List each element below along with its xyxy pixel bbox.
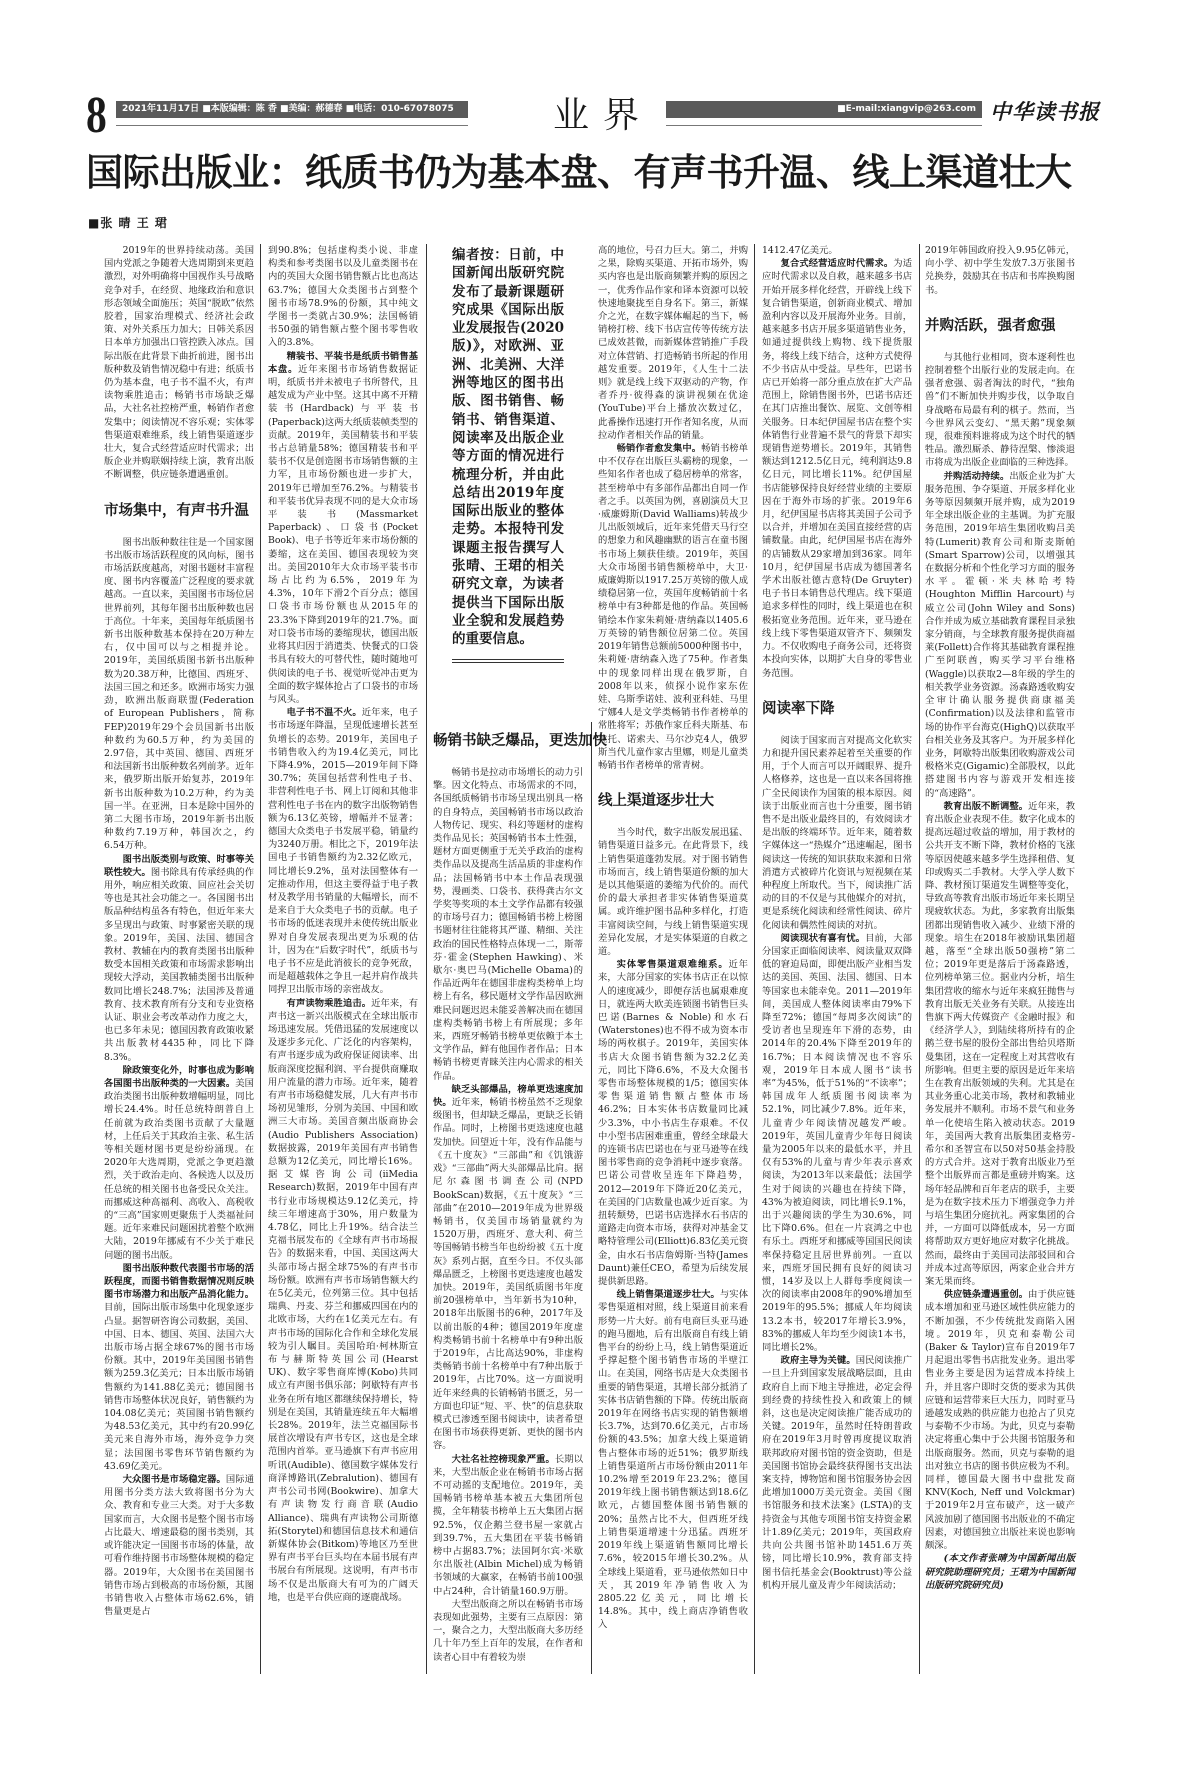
- masthead-rule-left: [116, 125, 468, 126]
- paragraph-lead: 教育出版不断调整。: [943, 800, 1029, 812]
- paragraph-lead: 图书出版种数代表图书市场的活跃程度，而图书销售数据情况则反映图书市场潜力和出版产品消化能力。: [104, 1262, 254, 1301]
- paragraph-text: 1412.47亿美元。: [762, 245, 838, 256]
- paragraph: [762, 257, 912, 680]
- section-heading: 并购活跃，强者愈强: [925, 316, 1056, 334]
- paragraph: [762, 1354, 912, 1592]
- section-heading: 线上渠道逐步壮大: [598, 792, 714, 810]
- paragraph: [433, 1453, 583, 1598]
- masthead-email-bar: ■E-mail:xiangvip@263.com: [666, 101, 982, 118]
- paragraph: [925, 351, 1075, 470]
- editor-note-text: 日前，中国新闻出版研究院发布了最新课题研究成果《国际出版业发展报告(2020版)》，对欧洲、亚洲、北美洲、大洋洲等地区的图书出版、图书销售、畅销书、销售渠道、阅读率及出版企业等方面的情况进行梳理分析，并由此总结出2019年度国际出版业的整体走势。本报特刊发课题主报告撰写人张晴、王珺的相关研究文章，为读者提供当下国际出版业全貌和发展趋势的重要信息。: [452, 247, 565, 648]
- section-heading: 阅读率下降: [762, 699, 835, 717]
- article-column: [268, 244, 418, 1604]
- paragraph-text: 目前，大部分国家正面临阅读率、阅读量双双降低的窘迫局面，即便出版产业相当发达的美国、英国、法国、德国、日本等国家也未能幸免。2011—2019年间，美国成人整体阅读率由79%下降至72%；德国“每周多次阅读”的受访者也呈现连年下滑的态势，由2014年的20.4%下降至2019年的16.7%；日本阅读情况也不容乐观，2019年日本成人图书“读书率”为45%，低于51%的“不读率”；韩国成年人纸质图书阅读率为52.1%，同比减少7.8%。近年来，儿童青少年阅读情况越发严峻。2019年，英国儿童青少年每日阅读量为2005年以来的最低水平，并且仅有53%的儿童与青少年表示喜欢阅读，为2013年以来最低；法国学生对于阅读的兴趣也在持续下降，43%为被迫阅读，同比增长9.1%，出于兴趣阅读的学生为30.6%，同比下降0.6%。但在一片哀鸿之中也有乐土。西班牙和挪威等国国民阅读率保持稳定且居世界前列。一直以来，西班牙国民拥有良好的阅读习惯，14岁及以上人群每季度阅读一次的阅读率由2008年的90%增加至2019年的95.5%；挪威人年均阅读13.2本书，较2017年增长3.9%，83%的挪威人年均至少阅读1本书，同比增长2%。: [762, 932, 912, 1354]
- paragraph-lead: 供应链条遭遇重创。: [943, 1289, 1029, 1301]
- paragraph-text: 近年来，畅销书榜虽然不乏现象级图书，但却缺乏爆品，更缺乏长销作品。同时，上榜图书更迭速度也越发加快。回望近十年，没有作品能与《五十度灰》“三部曲”和《饥饿游戏》“三部曲”两大头部爆品比肩。据尼尔森图书调查公司(NPD BookScan)数据，《五十度灰》“三部曲”在2010—2019年成为世界级畅销书，仅美国市场销量就约为1520万册，西班牙、意大利、荷兰等国畅销书榜当年也纷纷被《五十度灰》系列占据，直至今日。不仅头部爆品匮乏，上榜图书更迭速度也越发加快。2019年，美国纸质图书年度前20强榜单中，当年新书为10种，2018年出版图书的6种，2017年及以前出版的4种；德国2019年度虚构类畅销书前十名榜单中有9种出版于2019年，占比高达90%，非虚构类畅销书前十名榜单中有7种出版于2019年，占比70%。这一方面说明近年来经典的长销畅销书匮乏，另一方面也印证“短、平、快”的信息获取模式已渗透至图书阅读中，读者希望在图书市场获得更新、更快的图书内容。: [433, 1097, 583, 1452]
- column-rule: [591, 722, 592, 1674]
- paragraph: [268, 706, 418, 996]
- headline: 国际出版业：纸质书仍为基本盘、有声书升温、线上渠道壮大: [86, 150, 1072, 194]
- column-rule: [754, 244, 755, 1674]
- paragraph: [104, 1473, 254, 1618]
- paragraph: [762, 244, 912, 257]
- paragraph-text: 国民阅读推广一旦上升到国家发展战略层面，且由政府自上而下地主导推进，必定会得到经费的持续性投入和政策上的倾斜，这也是决定阅读推广能否成功的关键。2019年，虽然时任特朗普政府在2019年3月时曾再度提议取消联邦政府对图书馆的资金资助，但是美国图书馆协会最终获得图书支出法案支持，博物馆和图书馆服务协会因此增加1000万美元资金。美国《图书馆服务和技术法案》(LSTA)的支持资金与其他专项图书馆支持资金累计1.89亿美元；2019年，英国政府共向公共图书馆补助1451.6万英镑，同比增长10.9%，教育部支持图书信托基金会(Booktrust)等公益机构开展儿童及青少年阅读活动；: [762, 1355, 912, 1591]
- paragraph: [104, 1064, 254, 1262]
- paragraph: [104, 1262, 254, 1473]
- masthead-rule-right: [666, 125, 982, 126]
- paragraph: [268, 350, 418, 706]
- paragraph-lead: 阅读现状有喜有忧。: [780, 932, 866, 944]
- paragraph-lead: 畅销作者愈发集中。: [616, 443, 702, 455]
- paragraph-text: 近年来图书市场销售数据证明，纸质书并未被电子书所替代，且越发成为产业中坚。这其中离不开精装书(Hardback)与平装书(Paperback)这两大纸质装帧类型的贡献。2019年，美国精装书和平装书占总销量58%；德国精装书和平装书不仅是创造图书市场销售额的主力军，且市场份额也进一步扩大，2019年已增加至76.2%。与精装书和平装书优异表现不同的是大众市场平装书(Massmarket Paperback)、口袋书(Pocket Book)、电子书等近年来市场份额的萎缩，这在美国、德国表现较为突出。美国2010年大众市场平装书市场占比约为6.5%，2019年为4.3%，10年下滑2个百分点；德国口袋书市场份额也从2015年的23.3%下降到2019年的21.7%。面对口袋书市场的萎缩现状，德国出版业将其归因于消遣类、快餐式的口袋书具有较大的可替代性，随时随地可供阅读的电子书、视觉听觉冲击更为全面的数字媒体抢占了口袋书的市场与风头。: [268, 363, 418, 705]
- paragraph-lead: 缺乏头部爆品，榜单更迭速度加快。: [433, 1083, 583, 1109]
- paragraph-lead: 电子书不温不火。: [286, 707, 362, 719]
- section-heading: 畅销书缺乏爆品，更迭加快: [433, 732, 607, 749]
- paragraph: [762, 734, 912, 932]
- paragraph: [433, 766, 583, 1083]
- paragraph-lead: 精装书、平装书是纸质书销售基本盘。: [268, 350, 418, 375]
- paragraph: [598, 958, 748, 1288]
- paragraph-text: 近年来，大部分国家的实体书店正在以惊人的速度减少，即便存活也属艰难度日，就连两大欧美连锁图书销售巨头巴诺(Barnes & Noble)和水石(Waterstones)也不得不成为资本市场的两枚棋子。2019年，美国实体书店大众图书销售额为32.2亿美元，同比下降6.6%，不及大众图书零售市场整体规模的1/5；德国实体零售渠道销售额占整体市场46.2%；日本实体书店数量同比减少3.3%，中小书店生存艰难。不仅中小型书店困难重重，曾经全球最大的连锁书店巴诺也在与亚马逊等在线图书零售商的竞争消耗中逐步衰落。巴诺公司营收呈连年下降趋势，2012—2019年下降近20亿美元，在美国的门店数量也减少近百家。为扭转颓势，巴诺书店选择水石书店的道路走向资本市场，获得对冲基金艾略特管理公司(Elliott)6.83亿美元资金，由水石书店詹姆斯·当特(James Daunt)兼任CEO，希望为后续发展提供新思路。: [598, 959, 748, 1288]
- paragraph-text: 长期以来，大型出版企业在畅销书市场占据不可动摇的支配地位。2019年，美国畅销书榜单基本被五大集团所包揽，全年精装书榜单上五大集团占据92.5%，仅企鹅兰登书屋一家就占到39.7%，五大集团在平装书畅销榜中占据83.7%；法国阿尔宾·米歇尔出版社(Albin Michel)成为畅销书领域的大赢家，在畅销书前100强中占24种，合计销量160.9万册。: [433, 1453, 583, 1597]
- newspaper-logo: 中华读书报: [990, 99, 1100, 124]
- paragraph-lead: 线上销售渠道逐步壮大。: [616, 1289, 720, 1301]
- paragraph-text: 目前，国际出版市场集中化现象逐步凸显。据智研咨询公司数据，美国、中国、日本、德国、英国、法国六大出版市场占据全球67%的图书市场份额。其中，2019年美国图书销售额为259.3亿美元；日本出版市场销售额约为141.88亿美元；德国图书销售市场整体状况良好，销售额约为104.08亿美元；英国图书销售额约为48.53亿美元，其中约有20.99亿美元来自海外市场，海外竞争力突显；法国图书零售环节销售额约为43.69亿美元。: [104, 1302, 254, 1472]
- paragraph-text: 与实体零售渠道相对照，线上渠道目前来看形势一片大好。前有电商巨头亚马逊的跑马圈地，后有出版商自有线上销售平台的纷纷上马，线上销售渠道近乎撑起整个图书销售市场的半壁江山。在美国，网络书店是大众类图书重要的销售渠道，其增长部分抵消了实体书店销售额的下降。传统出版商2019年在网络书店实现的销售额增长3.7%，达到70.6亿美元，占市场份额的43.5%；加拿大线上渠道销售占整体市场的近51%；俄罗斯线上销售渠道所占市场份额由2011年10.2%增至2019年23.2%；德国2019年线上图书销售额达到18.6亿欧元，占德国整体图书销售额的20%；虽然占比不大，但西班牙线上销售渠道增速十分迅猛。西班牙2019年线上渠道销售额同比增长7.6%，较2015年增长30.2%。从全球线上渠道看，亚马逊依然如日中天，其2019年净销售收入为2805.22亿美元，同比增长14.8%。其中，线上商店净销售收入: [598, 1289, 748, 1631]
- article-column: [433, 244, 607, 1664]
- paragraph-text: 出版企业为扩大服务范围、争夺渠道、开展多样化业务等原因频频开展并购，成为2019年全球出版企业的主基调。为扩充服务范围，2019年培生集团收购吕美特(Lumerit)教育公司和斯麦斯帕(Smart Sparrow)公司，以增强其在数据分析和个性化学习方面的服务水平。霍顿·米夫林哈考特(Houghton Mifflin Harcourt)与威立公司(John Wiley and Sons)合作并成为威立基础教育课程目录独家分销商，与全球教育服务提供商福莱(Follett)合作将其基础教育课程推广至阿联酋，购买学习平台维格(Waggle)以获取2—8年级的学生的相关教学业务资源。汤森路透收购安全审计确认服务提供商康福美(Confirmation)以及法律和监管市场的协作平台海克(HighQ)以获取平台相关业务及其客户。为开展多样化业务，阿歇特出版集团收购游戏公司极格米克(Gigamic)全部股权，以此搭建图书内容与游戏开发相连接的“高速路”。: [925, 470, 1075, 799]
- paragraph-lead: 实体零售渠道艰难维系。: [616, 959, 729, 971]
- editor-note-box: [433, 246, 583, 712]
- paragraph-text: 近年来，有声书这一新兴出版模式在全球出版市场迅速发展。凭借迅猛的发展速度以及逐步多元化、广泛化的内容架构，有声书逐步成为政府保证阅读率、出版商深度挖掘利润、平台提供商赚取用户流量的潜力市场。近年来，随着有声书市场稳健发展，几大有声书市场初见雏形，分别为美国、中国和欧洲三大市场。美国音频出版商协会(Audio Publishers Association)数据披露，2019年美国有声书销售总额为12亿美元，同比增长16%。据艾媒咨询公司(iiMedia Research)数据，2019年中国有声书行业市场规模达9.12亿美元，持续三年增速高于30%，用户数量为4.78亿，同比上升19%。结合法兰克福书展发布的《全球有声书市场报告》的数据来看，中国、美国这两大头部市场占据全球75%的有声书市场份额。欧洲有声书市场销售额大约在5亿美元，位列第三位。其中包括瑞典、丹麦、芬兰和挪威四国在内的北欧市场，大约在1亿美元左右。有声书市场的国际化合作和全球化发展较为引人瞩目。美国哈珀·柯林斯宣布与赫斯特英国公司(Hearst UK)、数字零售商库博(Kobo)共同成立有声图书俱乐部；阿歇特有声书业务在所有地区都继续保持增长，特别是在美国，其销量连续五年大幅增长28%。2019年，法兰克福国际书展首次增设有声书专区，这也是全球范围内首举。亚马逊旗下有声书应用听讯(Audible)、德国数字媒体发行商泽博路讯(Zebralution)、德国有声书公司书网(Bookwire)、加拿大有声读物发行商音联(Audio Alliance)、瑞典有声读物公司斯德拓(Storytel)和德国信息技术和通信新媒体协会(Bitkom)等地区乃至世界有声书平台巨头均在本届书展有声书展台有所展现。这说明，有声书市场不仅是出版商大有可为的广阔天地，也是平台供应商的逐鹿战场。: [268, 997, 418, 1603]
- paragraph-lead: 政府主导为关键。: [780, 1355, 856, 1367]
- paragraph-lead: 并购活动持续。: [943, 470, 1010, 482]
- paragraph-text: 与其他行业相同，资本逐利性也控制着整个出版行业的发展走向。在强者愈强、弱者淘汰的时代，“独角兽”们不断加快并购步伐，以争取自身战略布局最有利的棋子。然而，当今世界风云变幻、“黑天鹅”现象频现，很难预料谁将成为这个时代的牺牲品。激烈厮杀、静待涅槃、惨淡退市将成为出版企业面临的三种选择。: [925, 351, 1075, 469]
- paragraph-text: 为适应时代需求以及自救，越来越多书店开始开展多样化经营，开辟线上线下复合销售渠道，创新商业模式、增加盈利内容以及开展海外业务。目前，越来越多书店开展多渠道销售业务，如通过提供线上购物、线下提货服务，将线上线下结合，这种方式使得不少书店从中受益。早些年，巴诺书店已开始将一部分重点放在扩大产品范围上，除销售图书外，巴诺书店还在其门店推出餐饮、展览、文创等相关服务。日本纪伊国屋书店在整个实体销售行业普遍不景气的背景下却实现销售逆势增长。2019年，其销售额达到1212.5亿日元，纯利润达9.8亿日元，同比增长11%。纪伊国屋书店能够保持良好经营业绩的主要原因在于海外市场的扩张。2019年6月，纪伊国屋书店将其美国子公司予以合并，并增加在美国直接经营的店铺数量。由此，纪伊国屋书店在海外的店铺数从29家增加到36家。同年10月，纪伊国屋书店成为德国著名学术出版社德古意特(De Gruyter)电子书日本销售总代理店。线下渠道追求多样性的同时，线上渠道也在积极拓宽业务范围。近年来，亚马逊在线上线下零售渠道双管齐下、频频发力。不仅收购电子商务公司，还将资本投向实体，以期扩大自身的零售业务范围。: [762, 258, 912, 679]
- paragraph: [925, 470, 1075, 800]
- paragraph: [104, 853, 254, 1064]
- paragraph-lead: 复合式经营适应时代需求。: [780, 258, 894, 270]
- paragraph: [433, 1083, 583, 1453]
- paragraph-text: 国际通用图书分类方法大致将图书分为大众、教育和专业三大类。对于大多数国家而言，大众图书是整个图书市场占比最大、增速最稳的图书类别，其或许能决定一国图书市场的体量，故可看作维持图书市场整体规模的稳定器。2019年，大众图书在美国图书销售市场占到极高的市场份额，其图书销售收入占整体市场62.6%，销售量更是占: [104, 1474, 254, 1618]
- paragraph: [268, 244, 418, 350]
- paragraph-lead: 除政策变化外，时事也成为影响各国图书出版种类的一大因素。: [104, 1064, 254, 1089]
- editor-note: [452, 246, 564, 663]
- masthead-info-bar: 2021年11月17日 ■本版编辑：陈 香 ■美编：郝德春 ■电话：010-67078075: [116, 101, 468, 118]
- paragraph-text: 图书出版种数往往是一个国家图书出版市场活跃程度的风向标，图书市场活跃度越高，对图书题材丰富程度、图书内容覆盖广泛程度的要求就越高。一直以来，美国图书市场位居世界前列，其每年图书出版种数也居于高位。十年来，美国每年纸质图书新书出版种数基本保持在20万种左右，仅中国可以与之相提并论。2019年，美国纸质图书新书出版种数为20.38万种，比德国、西班牙、法国三国之和还多。欧洲市场实力强劲，欧洲出版商联盟(Federation of European Publishers，简称FEP)2019年29个会员国新书出版种数约为60.5万种，约为美国的2.97倍，其中英国、德国、西班牙和法国新书出版种数名列前茅。近年来，俄罗斯出版开始复苏，2019年新书出版种数为10.2万种，约为美国一半。在亚洲，日本是除中国外的第二大图书市场，2019年新书出版种数约7.19万种，韩国次之，约6.54万种。: [104, 536, 254, 852]
- paragraph-lead: 大社名社控榜现象严重。: [451, 1453, 555, 1465]
- paragraph: [598, 442, 748, 772]
- paragraph: [925, 800, 1075, 1289]
- paragraph-text: 美国政治类图书出版种数增幅明显，同比增长24.4%。时任总统特朗普自上任前就为政治类图书贡献了大量题材，上任后关于其政治主张、私生活等相关题材图书更是纷纷涌现。在2020年大选周期，党派之争更趋激烈，关于政治走向、各候选人以及历任总统的相关图书也备受民众关注。而挪威这种高福利、高收入、高税收的“三高”国家则更聚焦于人类福祉问题。近年来难民问题困扰着整个欧洲大陆，2019年挪威有不少关于难民问题的图书出版。: [104, 1077, 254, 1261]
- paragraph-text: 畅销书是拉动市场增长的动力引擎。因文化特点、市场需求的不同，各国纸质畅销书市场呈现出别具一格的自身特点，美国畅销书市场以政治人物传记、现实、科幻等题材的虚构类作品见长；英国畅销书本土性强，题材方面更侧重于无关乎政治的虚构类作品以及提高生活品质的非虚构作品；法国畅销书中本土作品表现强势，漫画类、口袋书、获得龚古尔文学奖等奖项的本土文学作品都有较强的市场号召力；德国畅销书榜上榜图书题材往往能将其严谨、精细、关注政治的国民性格特点体现一二，斯蒂芬·霍金(Stephen Hawking)、米歇尔·奥巴马(Michelle Obama)的作品近两年在德国非虚构类榜单上均榜上有名，移民题材文学作品因欧洲难民问题迟迟未能妥善解决而在德国虚构类畅销书榜上有所展现；多年来，西班牙畅销书榜单更依赖于本土文学作品，鲜有他国作者作品；日本畅销书榜更青睐关注内心需求的相关作品。: [433, 767, 583, 1082]
- paragraph-lead: 有声读物乘胜追击。: [286, 997, 372, 1009]
- paragraph-lead: 图书出版类别与政策、时事等关联性较大。: [104, 853, 254, 878]
- paragraph-text: 到90.8%；包括虚构类小说、非虚构类和参考类图书以及儿童类图书在内的英国大众图书销售额占比也高达63.7%；德国大众类图书占到整个图书市场78.9%的份额，其中纯文学图书一类就占30.9%；法国畅销书50强的销售额占整个图书零售收入的3.8%。: [268, 245, 418, 349]
- article-column: [598, 244, 748, 1632]
- byline: ■张 晴 王 珺: [88, 216, 168, 230]
- paragraph-text: 由于供应链成本增加和亚马逊区域性供应能力的不断加强，不少传统批发商陷入困境。2019年，贝克和泰勒公司(Baker & Taylor)宣布自2019年7月起退出零售书店批发业务。退出零售业务主要是因为运营成本持续上升，并且客户即时交货的要求为其供应链和运营带来巨大压力，同时亚马逊越发成熟的供应能力也抢占了贝克与泰勒不少市场。为此，贝克与泰勒决定将重心集中于公共图书馆服务和出版商服务。然而，贝克与泰勒的退出对独立书店的图书供应极为不利。同样，德国最大图书中盘批发商KNV(Koch, Neff und Volckmar)于2019年2月宣布破产，这一破产风波加剧了德国图书出版业的不确定因素，对德国独立出版社来说也影响颇深。: [925, 1289, 1075, 1552]
- paragraph-text: 畅销书榜单中不仅存在出版巨头霸榜的现象，一些知名作者也成了稳居榜单的常客，甚至榜单中有多部作品都出自同一作者之手。以英国为例，喜剧演员大卫·威廉姆斯(David Walliams)转战少儿出版领域后，近年来凭借天马行空的想象力和风趣幽默的语言在童书图书市场上频获佳绩。2019年，英国大众市场图书销售额榜单中，大卫·威廉姆斯以1917.25万英镑的傲人成绩稳居第一位，英国年度畅销前十名榜单中有3种都是他的作品。英国畅销绘本作家朱莉娅·唐纳森以1405.6万英镑的销售额位居第二位。英国2019年销售总额前5000种图书中，朱莉娅·唐纳森入选了75种。作者集中的现象同样出现在俄罗斯，自2008年以来，侦探小说作家东佐娃、乌斯季诺娃、波利亚科娃、马里宁娜4人是文学类畅销书作者榜单的常胜将军；苏俄作家丘科夫斯基、布拉托、诺索夫、马尔沙克4人，俄罗斯当代儿童作家古里娜，则是儿童类畅销书作者榜单的常青树。: [598, 443, 749, 771]
- paragraph-text: 当今时代，数字出版发展迅猛、销售渠道日益多元。在此背景下，线上销售渠道蓬勃发展。对于图书销售市场而言，线上销售渠道份额的加大是以其他渠道的萎缩为代价的。而代价的最大承担者非实体销售渠道莫属。或许维护图书品种多样化，打造丰富阅读空间，与线上销售渠道实现差异化发展，才是实体渠道的自救之道。: [598, 827, 748, 957]
- paragraph-lead: 大众图书是市场稳定器。: [122, 1474, 226, 1486]
- paragraph: [925, 1288, 1075, 1552]
- paragraph-text: 近年来，教育出版企业表现不佳。数字化成本的提高远超过收益的增加，用于教材的公共开支不断下降，教材价格的飞涨等原因使越来越多学生选择租借、复印或购买二手教材。大学入学人数下降、教材预订渠道发生调整等变化，导致高等教育出版市场近年来长期呈现疲软状态。为此，多家教育出版集团都出现销售收入减少、业绩下滑的现象。培生在2018年被励讯集团超越，落至“全球出版50强榜”第二位；2019年更是落后于汤森路透，位列榜单第三位。据业内分析，培生集团营收的缩水与近年来疯狂抛售与教育出版无关业务有关联。从接连出售旗下两大传媒资产《金融时报》和《经济学人》，到陆续将所持有的企鹅兰登书屋的股份全部出售给贝塔斯曼集团，这在一定程度上对其营收有所影响。但更主要的原因是近年来培生在教育出版领域的失利。尤其是在其业务重心北美市场，教材和教辅业务发展并不顺利。市场不景气和业务单一化使培生陷入被动状态。2019年，美国两大教育出版集团麦格劳-希尔和圣智宣布以50对50基金持股的方式合并。这对于教育出版业乃至整个出版界而言都是重磅并购案。这场年轻品牌和百年老店的联手，主要是为在数字技术压力下增强竞争力并与培生集团分庭抗礼。两家集团的合并，一方面可以降低成本，另一方面将帮助双方更好地应对数字化挑战。然而，最终由于美国司法部驳回和合并成本过高等原因，两家企业合并方案无果而终。: [925, 800, 1075, 1288]
- paragraph-text: 高的地位，号召力巨大。第二，并购之果，除购买渠道、开拓市场外，购买内容也是出版商频繁并购的原因之一，优秀作品作家和译本资源可以较快速地聚拢至自身名下。第三，新媒介之光，在数字媒体崛起的当下，畅销榜打榜、线下书店宣传等传统方法已成效甚微，而新媒体营销推广手段对立体营销、打造畅销书所起的作用越发重要。2019年，《人生十二法则》就是线上线下双驱动的产物，作者乔丹·彼得森的演讲视频在优途(YouTube)平台上播放次数过亿，此番操作迅速打开作者知名度，从而拉动作者相关作品的销量。: [598, 245, 748, 441]
- editor-note-lead: 编者按：: [452, 247, 509, 263]
- article-column: [104, 244, 254, 1618]
- section-heading: 市场集中，有声书升温: [104, 501, 249, 519]
- paragraph: [268, 997, 418, 1604]
- paragraph: [598, 244, 748, 442]
- paragraph: [598, 1288, 748, 1631]
- paragraph-text: 2019年韩国政府投入9.95亿韩元，向小学、初中学生发放7.3万张图书兑换券，鼓励其在书店和书库换购图书。: [925, 245, 1075, 296]
- paragraph: [104, 244, 254, 482]
- article-column: [762, 244, 912, 1592]
- paragraph-text: 阅读于国家而言对提高文化软实力和提升国民素养起着至关重要的作用，于个人而言可以开阔眼界、提升人格修养，这也是一直以来各国将推广全民阅读作为国策的根本原因。阅读于出版业而言也十分重要，图书销售不是出版业最终目的，有效阅读才是出版的终端环节。近年来，随着数字媒体这一“热媒介”迅速崛起，图书阅读这一传统的知识获取来源和日常消遣方式被碎片化资讯与短视频在某种程度上所取代。当下，阅读推广活动的目的不仅是与其他媒介的对抗，更是系统化阅读和经常性阅读、碎片化阅读和偶然性阅读的对抗。: [762, 734, 912, 931]
- paragraph-text: 2019年的世界持续动荡。美国国内党派之争随着大选周期到来更趋激烈，对外明确将中国视作头号战略竞争对手，在经贸、地缘政治和意识形态领域全面施压；英国“脱欧”依然胶着，国家治理模式、经济社会政策、对外关系压力加大；日韩关系因日本单方加强出口管控跌入冰点。国际出版在此背景下曲折前进，图书出版种数及销售情况稳中有进；纸质书仍为基本盘，电子书不温不火，有声读物乘胜追击；畅销书市场缺乏爆品，大社名社控榜严重，畅销作者愈发集中；阅读情况不容乐观；实体零售渠道艰难维系，线上销售渠道逐步壮大，复合式经营适应时代需求；出版企业并购联姻持续上演，教育出版不断调整，供应链条遭遇重创。: [104, 245, 254, 481]
- column-rule: [260, 244, 261, 1674]
- paragraph-text: 大型出版商之所以在畅销书市场表现如此强势，主要有三点原因：第一，聚合之力，大型出版商大多历经几十年乃至上百年的发展，在作者和读者心目中有着较为崇: [433, 1598, 583, 1663]
- column-rule: [919, 244, 920, 1674]
- paragraph-text: 近年来，电子书市场逐年降温，呈现低速增长甚至负增长的态势。2019年，美国电子书销售收入约为19.4亿美元，同比下降4.9%，2015—2019年间下降30.7%；英国包括营利性电子书、非营利性电子书、网上订阅和其他非营利性电子书在内的数字出版物销售额为6.13亿英镑，增幅并不显著；德国大众类电子书发展平稳，销量约为3240万册。相比之下，2019年法国电子书销售额约为2.32亿欧元，同比增长9.2%，虽对法国整体有一定推动作用，但这主要得益于电子教材及教学用书销量的大幅增长，而不是来自于大众类电子书的贡献。电子书市场的低迷表现并未使传统出版业界对自身发展表现出更为乐观的估计，因为在“后数字时代”，纸质书与电子书不应是此消彼长的竞争死敌，而是超越载体之争且一起并肩作战共同捍卫出版市场的亲密战友。: [268, 707, 418, 996]
- section-title: 业界: [552, 95, 653, 136]
- author-note: (本文作者张晴为中国新闻出版研究院助理研究员；王珺为中国新闻出版研究院研究员): [925, 1553, 1075, 1591]
- paragraph-text: 图书除具有传承经典的作用外，响应相关政策、回应社会关切等也是其社会功能之一。各国图书出版品种结构虽各有特色，但近年来大多呈现出与政策、时事紧密关联的现象。2019年，美国、法国、德国含教材、教辅在内的教育类图书出版种数受本国相关政策和市场需求影响出现较大浮动，美国教辅类图书出版种数同比增长248.7%；法国涉及普通教育、技术教育所有分支和专业资格认证、职业会考改革动作力度之大，也已多年未见；德国因教育政策收紧共出版教材4435种，同比下降8.3%。: [104, 866, 254, 1063]
- page-number: 8: [86, 87, 107, 144]
- article-column: [925, 244, 1075, 1592]
- paragraph: [104, 536, 254, 853]
- paragraph: [762, 932, 912, 1355]
- column-rule: [426, 244, 427, 1674]
- paragraph: [925, 244, 1075, 297]
- paragraph: [598, 826, 748, 958]
- paragraph: [433, 1598, 583, 1664]
